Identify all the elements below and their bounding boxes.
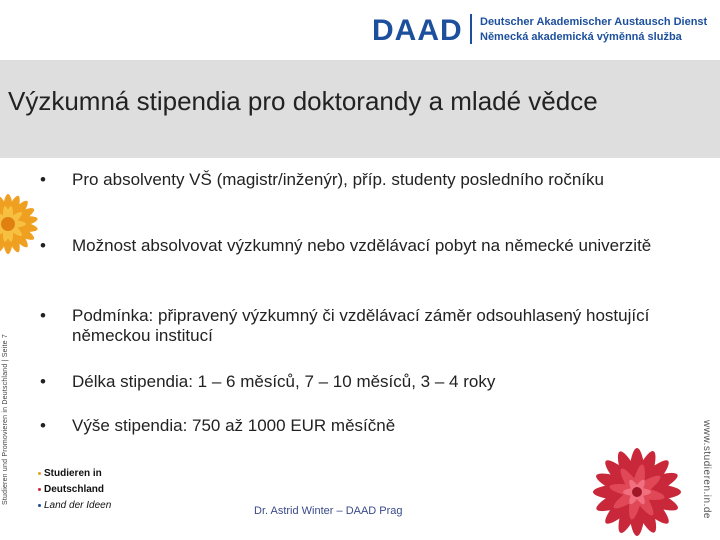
brand-line: Land der Ideen <box>44 500 112 511</box>
side-caption: Studieren und Promovieren in Deutschland | Seite 7 <box>2 334 9 505</box>
bullet-text: Možnost absolvovat výzkumný nebo vzdělávací pobyt na německé univerzitě <box>72 236 652 255</box>
logo-line-czech: Německá akademická výměnná služba <box>480 31 682 43</box>
side-url: www.studieren.in.de <box>701 420 712 519</box>
brand-dot-icon <box>38 472 41 475</box>
studieren-in-deutschland-logo <box>40 468 120 524</box>
bullet-marker: • <box>40 306 46 325</box>
logo-line-german: Deutscher Akademischer Austausch Dienst <box>480 16 708 28</box>
bullet-text: Výše stipendia: 750 až 1000 EUR měsíčně <box>72 416 396 435</box>
brand-dot-icon <box>38 488 41 491</box>
orange-flower-icon <box>0 186 38 262</box>
list-item <box>40 372 662 392</box>
bullet-marker: • <box>40 236 46 255</box>
list-item <box>40 236 662 256</box>
footer-author: Dr. Astrid Winter – DAAD Prag <box>254 505 403 517</box>
daad-logo <box>368 12 708 48</box>
brand-line: Studieren in <box>44 468 102 479</box>
bullet-text: Pro absolventy VŠ (magistr/inženýr), příp. studenty posledního ročníku <box>72 170 604 189</box>
bullet-marker: • <box>40 372 46 391</box>
page-title: Výzkumná stipendia pro doktorandy a mladé vědce <box>8 86 598 116</box>
logo-divider <box>470 14 472 44</box>
red-flower-icon <box>582 436 692 540</box>
bullet-text: Délka stipendia: 1 – 6 měsíců, 7 – 10 měsíců, 3 – 4 roky <box>72 372 496 391</box>
brand-line: Deutschland <box>44 484 105 495</box>
list-item <box>40 416 662 436</box>
list-item <box>40 306 662 346</box>
bullet-marker: • <box>40 170 46 189</box>
brand-dot-icon <box>38 504 41 507</box>
daad-logo-wordmark: DAAD <box>372 14 463 47</box>
bullet-text: Podmínka: připravený výzkumný či vzdělávací záměr odsouhlasený hostující německou institucí <box>72 306 650 345</box>
list-item <box>40 170 662 190</box>
bullet-marker: • <box>40 416 46 435</box>
